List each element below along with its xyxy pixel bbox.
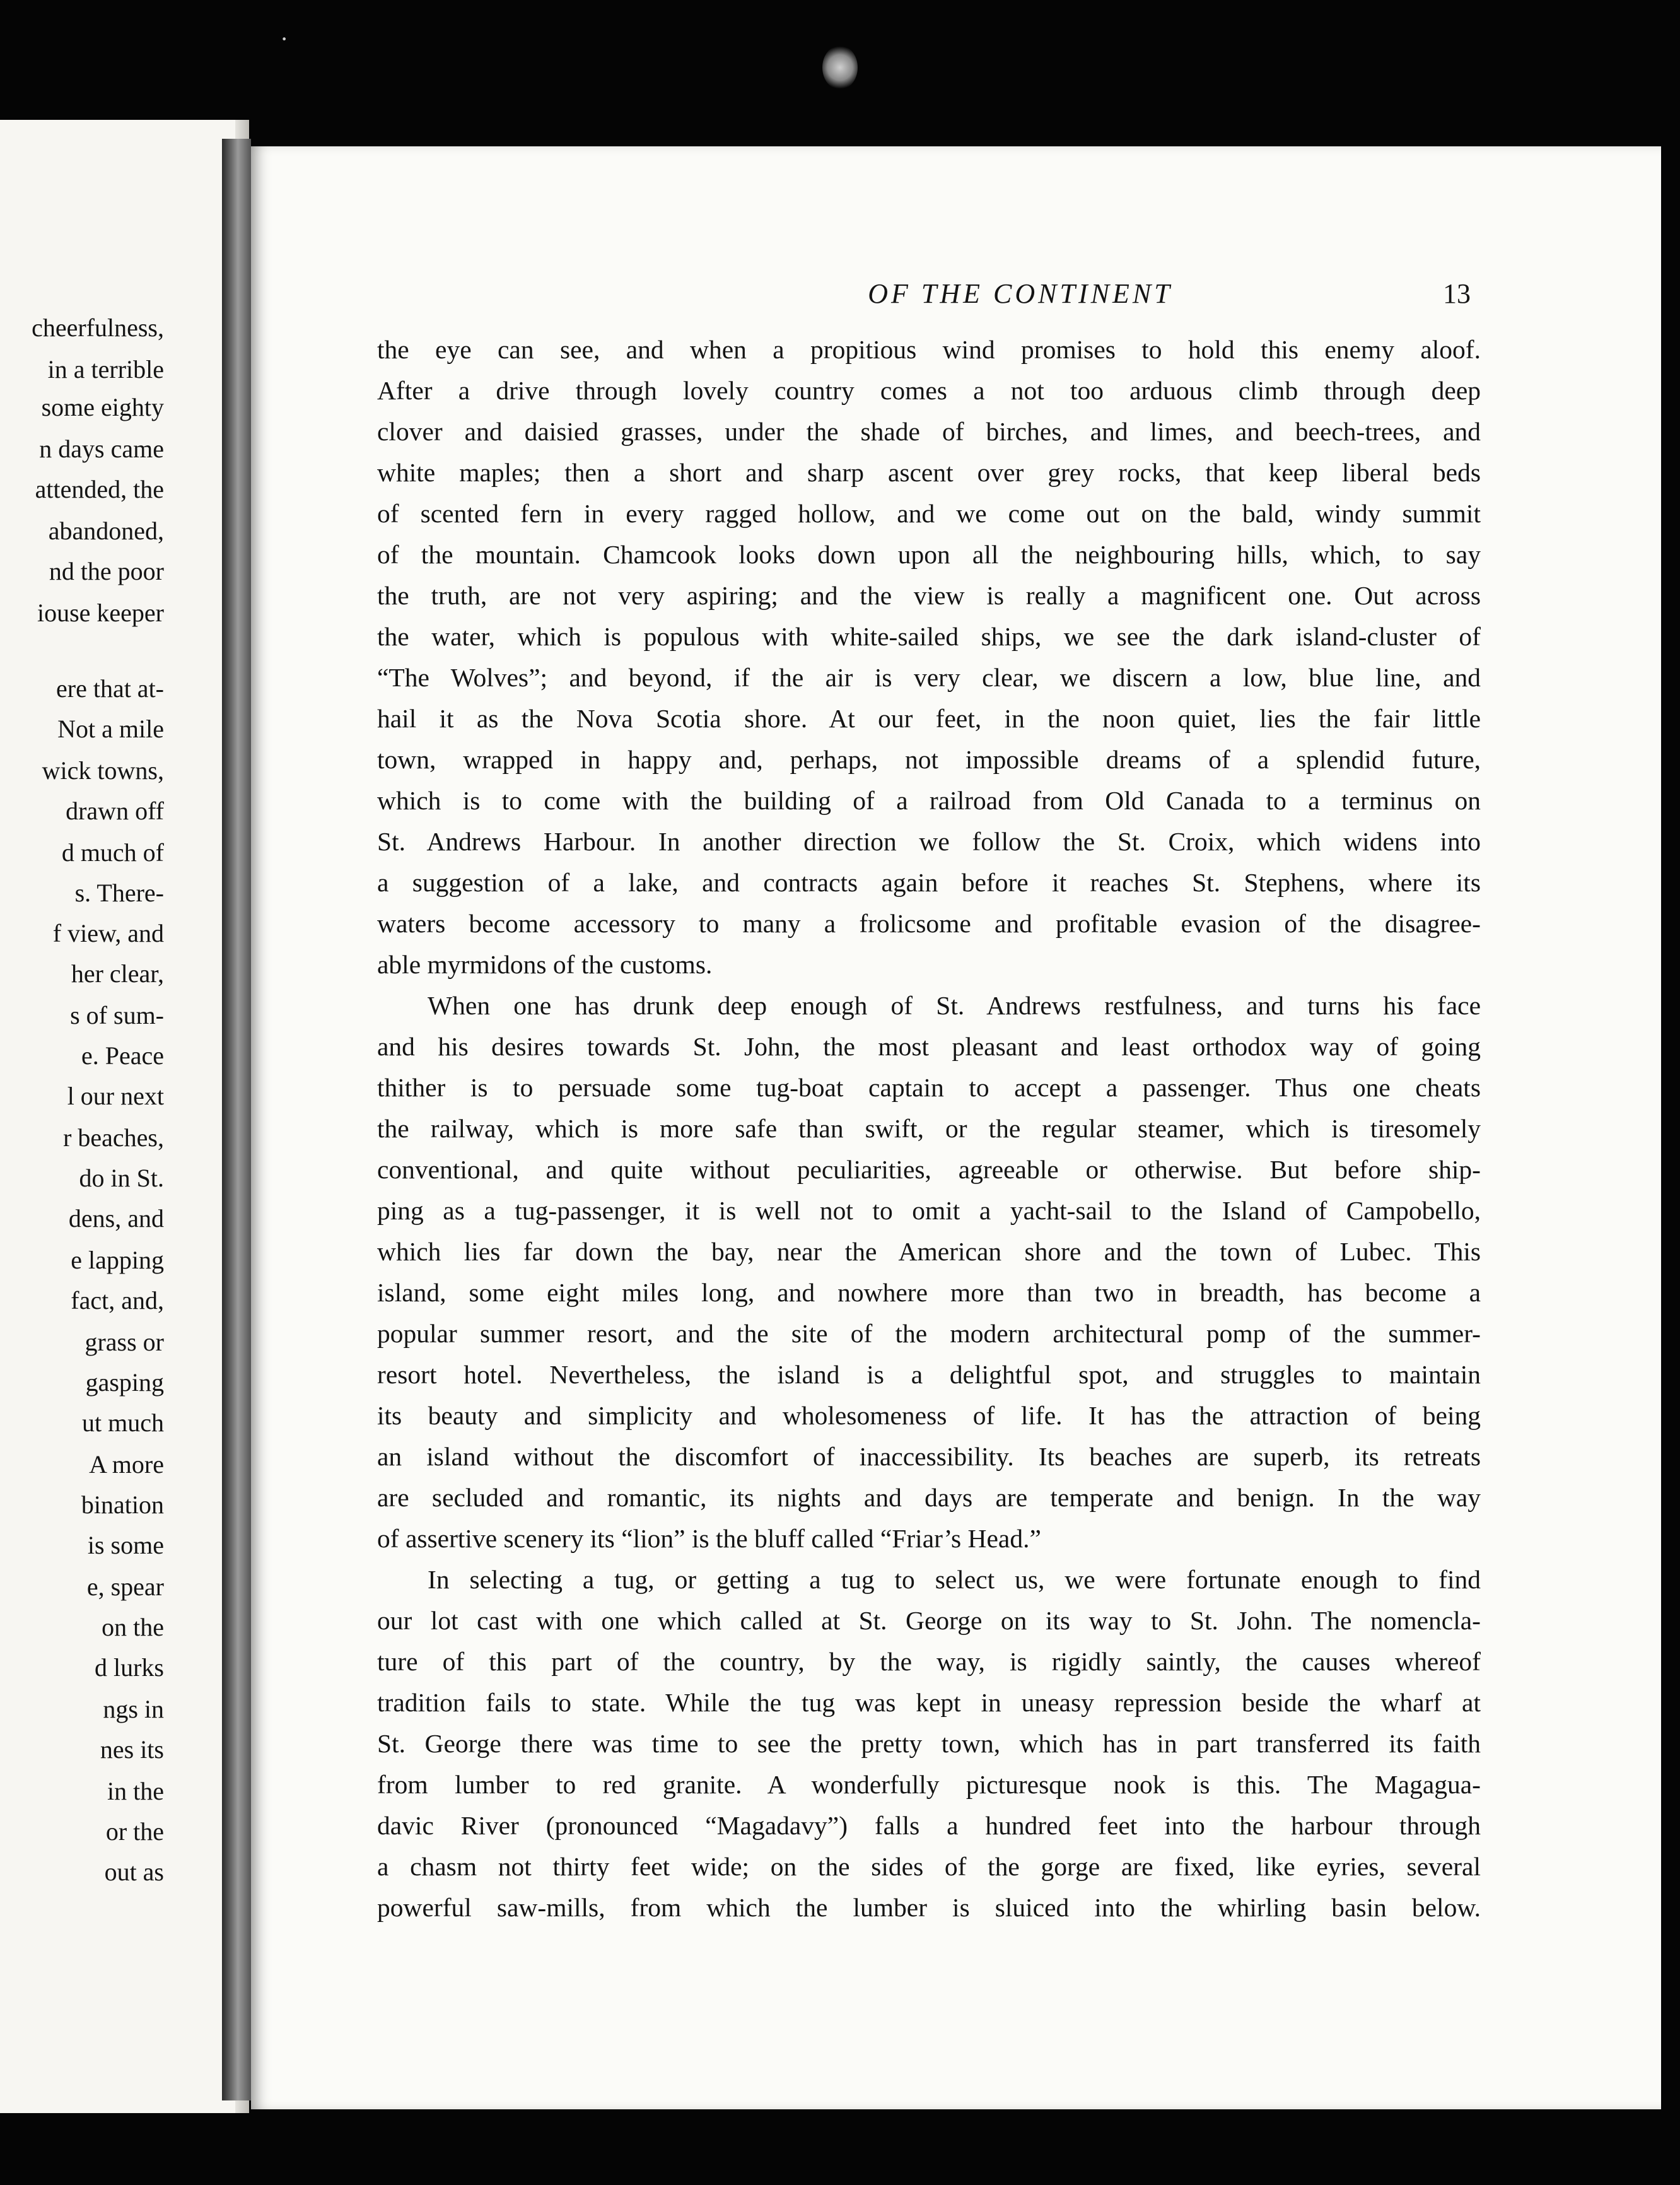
left-fragment-line: e. Peace bbox=[81, 1041, 164, 1070]
left-fragment-line: fact, and, bbox=[71, 1286, 164, 1315]
text-line: of assertive scenery its “lion” is the bluff called “Friar’s Head.” bbox=[377, 1524, 1041, 1553]
text-line: an island without the discomfort of inaccessibility. Its beaches are superb, its retreats bbox=[377, 1442, 1481, 1471]
text-line: a suggestion of a lake, and contracts again before it reaches St. Stephens, where its bbox=[377, 868, 1481, 897]
left-fragment-line: e lapping bbox=[71, 1246, 164, 1274]
left-fragment-line: attended, the bbox=[35, 475, 164, 503]
running-head: OF THE CONTINENT bbox=[868, 278, 1173, 309]
left-fragment-line: e, spear bbox=[86, 1573, 164, 1601]
text-line: conventional, and quite without peculiarities, agreeable or otherwise. But before ship- bbox=[377, 1155, 1481, 1184]
text-line: When one has drunk deep enough of St. Andrews restfulness, and turns his face bbox=[428, 991, 1481, 1020]
text-line: In selecting a tug, or getting a tug to select us, we were fortunate enough to find bbox=[428, 1565, 1481, 1594]
body-text bbox=[377, 329, 1481, 1928]
left-fragment-line: ngs in bbox=[103, 1695, 164, 1723]
left-fragment-line: s. There- bbox=[74, 879, 164, 907]
left-fragment-line: some eighty bbox=[41, 393, 164, 421]
text-line: the water, which is populous with white-sailed ships, we see the dark island-cluster of bbox=[377, 622, 1481, 651]
left-fragment-line: f view, and bbox=[52, 919, 164, 947]
text-line: town, wrapped in happy and, perhaps, not impossible dreams of a splendid future, bbox=[377, 745, 1481, 774]
left-fragment-line: drawn off bbox=[66, 797, 164, 825]
text-line: are secluded and romantic, its nights and days are temperate and benign. In the way bbox=[377, 1483, 1481, 1512]
left-fragment-line: n days came bbox=[39, 435, 164, 463]
left-fragment-line: on the bbox=[102, 1613, 164, 1641]
left-fragment-line: in a terrible bbox=[47, 355, 164, 384]
left-fragment-line: or the bbox=[105, 1817, 164, 1846]
left-fragment-line: r beaches, bbox=[63, 1123, 164, 1152]
text-line: thither is to persuade some tug-boat captain to accept a passenger. Thus one cheats bbox=[377, 1073, 1481, 1102]
scan-speck-mark: · bbox=[280, 25, 289, 53]
text-line: a chasm not thirty feet wide; on the sides of the gorge are fixed, like eyries, several bbox=[377, 1852, 1481, 1881]
left-fragment-line: her clear, bbox=[71, 959, 164, 988]
text-line: hail it as the Nova Scotia shore. At our feet, in the noon quiet, lies the fair little bbox=[377, 704, 1481, 733]
text-line: its beauty and simplicity and wholesomeness of life. It has the attraction of being bbox=[377, 1401, 1481, 1430]
left-fragment-line: d much of bbox=[61, 838, 164, 867]
text-line: tradition fails to state. While the tug was kept in uneasy repression beside the wharf at bbox=[377, 1688, 1481, 1717]
left-fragment-line: abandoned, bbox=[48, 517, 164, 545]
text-line: white maples; then a short and sharp ascent over grey rocks, that keep liberal beds bbox=[377, 458, 1481, 487]
left-fragment-line: grass or bbox=[85, 1328, 164, 1356]
left-fragment-line: dens, and bbox=[68, 1204, 164, 1233]
left-fragment-line: nd the poor bbox=[49, 557, 164, 585]
right-page bbox=[251, 146, 1661, 2109]
left-fragment-line: s of sum- bbox=[70, 1001, 164, 1029]
left-fragment-line: l our next bbox=[67, 1082, 164, 1110]
text-line: the railway, which is more safe than swift, or the regular steamer, which is tiresomely bbox=[377, 1114, 1481, 1143]
left-fragment-line: gasping bbox=[85, 1368, 164, 1397]
left-facing-page bbox=[0, 120, 249, 2113]
scan-artifact-blob bbox=[822, 45, 858, 90]
text-line: ping as a tug-passenger, it is well not to omit a yacht-sail to the Island of Campobello, bbox=[377, 1196, 1481, 1225]
text-line: the eye can see, and when a propitious wind promises to hold this enemy aloof. bbox=[377, 335, 1481, 364]
left-fragment-line: bination bbox=[81, 1491, 164, 1519]
left-fragment-line: Not a mile bbox=[57, 715, 164, 743]
left-fragment-line: ut much bbox=[82, 1409, 164, 1437]
text-line: the truth, are not very aspiring; and the view is really a magnificent one. Out across bbox=[377, 581, 1481, 610]
book-binding-spine bbox=[222, 139, 251, 2100]
text-line: resort hotel. Nevertheless, the island is a delightful spot, and struggles to maintain bbox=[377, 1360, 1481, 1389]
text-line: waters become accessory to many a frolicsome and profitable evasion of the disagree- bbox=[377, 909, 1481, 938]
text-line: After a drive through lovely country comes a not too arduous climb through deep bbox=[377, 376, 1481, 405]
text-line: St. Andrews Harbour. In another direction we follow the St. Croix, which widens into bbox=[377, 827, 1481, 856]
text-line: of scented fern in every ragged hollow, and we come out on the bald, windy summit bbox=[377, 499, 1481, 528]
left-fragment-line: nes its bbox=[100, 1735, 164, 1764]
left-fragment-line: iouse keeper bbox=[37, 599, 164, 627]
left-fragment-line: do in St. bbox=[79, 1164, 164, 1192]
text-line: ture of this part of the country, by the way, is rigidly saintly, the causes whereof bbox=[377, 1647, 1481, 1676]
text-line: popular summer resort, and the site of the modern architectural pomp of the summer- bbox=[377, 1319, 1481, 1348]
page-number: 13 bbox=[1443, 278, 1471, 309]
text-line: and his desires towards St. John, the most pleasant and least orthodox way of going bbox=[377, 1032, 1481, 1061]
text-line: our lot cast with one which called at St. George on its way to St. John. The nomencla- bbox=[377, 1606, 1481, 1635]
text-line: from lumber to red granite. A wonderfully picturesque nook is this. The Magagua- bbox=[377, 1770, 1481, 1799]
left-fragment-line: out as bbox=[104, 1858, 164, 1886]
text-line: island, some eight miles long, and nowhere more than two in breadth, has become a bbox=[377, 1278, 1481, 1307]
text-line: of the mountain. Chamcook looks down upon all the neighbouring hills, which, to say bbox=[377, 540, 1481, 569]
text-line: St. George there was time to see the pretty town, which has in part transferred its faith bbox=[377, 1729, 1481, 1758]
text-line: “The Wolves”; and beyond, if the air is very clear, we discern a low, blue line, and bbox=[377, 663, 1481, 692]
left-fragment-line: ere that at- bbox=[56, 674, 164, 703]
left-fragment-line: in the bbox=[107, 1777, 164, 1805]
text-line: davic River (pronounced “Magadavy”) falls a hundred feet into the harbour through bbox=[377, 1811, 1481, 1840]
text-line: clover and daisied grasses, under the shade of birches, and limes, and beech-trees, and bbox=[377, 417, 1481, 446]
text-line: powerful saw-mills, from which the lumber is sluiced into the whirling basin below. bbox=[377, 1893, 1481, 1922]
text-line: which is to come with the building of a railroad from Old Canada to a terminus on bbox=[377, 786, 1481, 815]
left-fragment-line: d lurks bbox=[95, 1653, 164, 1682]
text-line: which lies far down the bay, near the American shore and the town of Lubec. This bbox=[377, 1237, 1481, 1266]
left-fragment-line: is some bbox=[87, 1531, 164, 1559]
text-line: able myrmidons of the customs. bbox=[377, 950, 713, 979]
left-fragment-line: cheerfulness, bbox=[32, 313, 164, 342]
left-fragment-line: A more bbox=[89, 1450, 164, 1479]
left-fragment-line: wick towns, bbox=[42, 756, 164, 785]
